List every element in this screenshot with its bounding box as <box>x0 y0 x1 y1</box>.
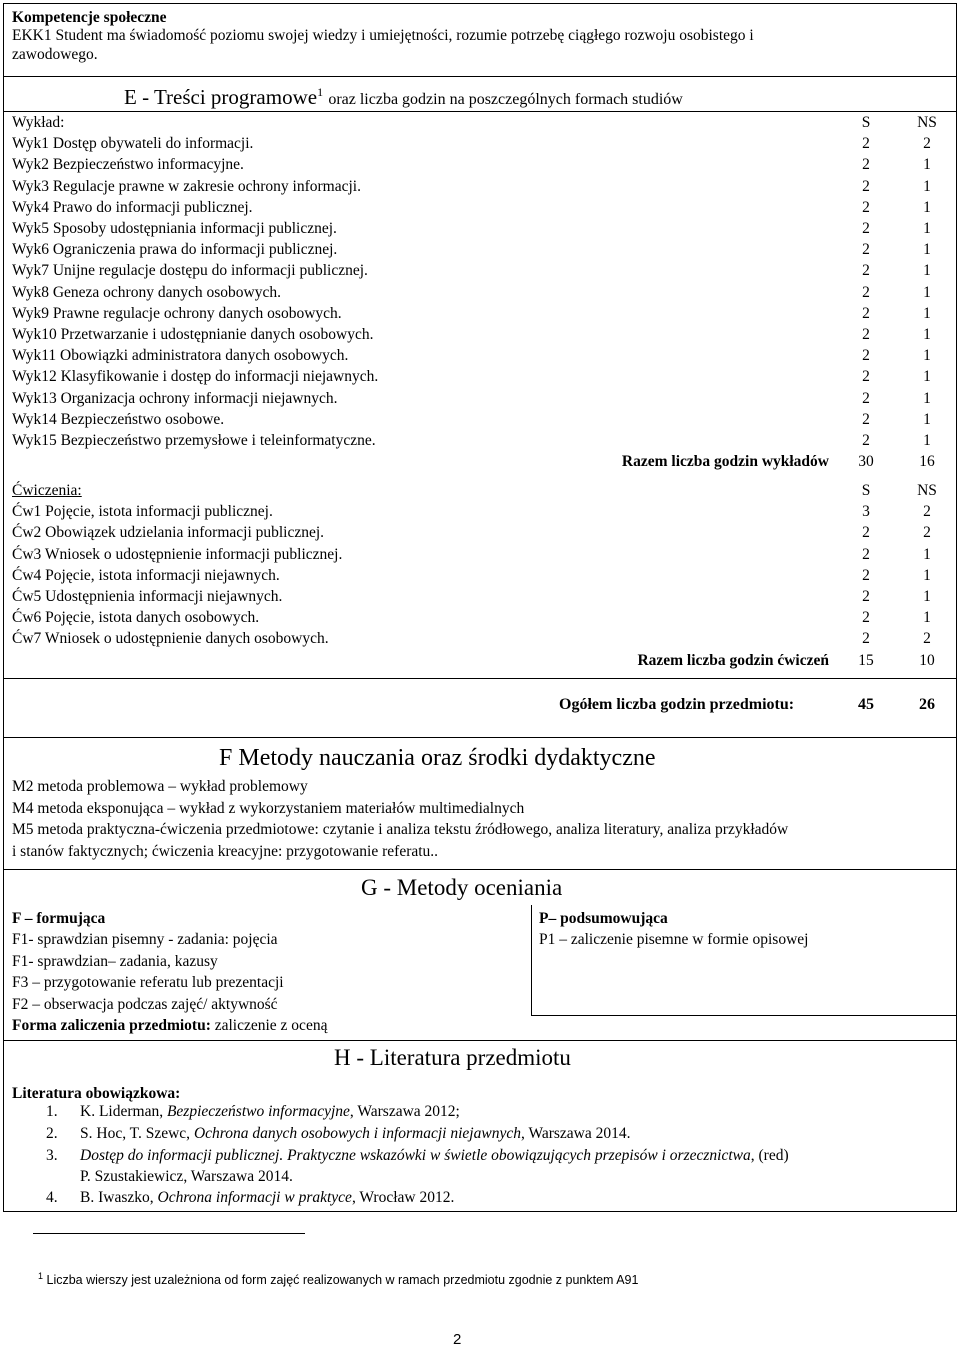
literatura-item-author: S. Hoc, T. Szewc, <box>80 1125 194 1142</box>
literatura-item-title: Ochrona informacji w praktyce <box>157 1189 352 1206</box>
wyklad-row-ns: 1 <box>923 283 931 301</box>
wyklad-row-code: Wyk13 <box>12 389 57 407</box>
wyklad-row-code: Wyk4 <box>12 198 49 216</box>
metody-line: M2 metoda problemowa – wykład problemowy <box>12 778 308 795</box>
cwiczenia-row-s: 3 <box>862 503 870 521</box>
wyklad-heading: Wykład: <box>12 114 65 131</box>
page-number: 2 <box>453 1331 462 1348</box>
cwiczenia-heading: Ćwiczenia: <box>12 482 82 499</box>
literatura-item <box>80 1124 630 1144</box>
wyklad-row-s: 2 <box>862 220 870 237</box>
oceniania-title: G - Metody oceniania <box>361 875 563 900</box>
cwiczenia-row-code: Ćw3 <box>12 545 42 563</box>
wyklad-total-label: Razem liczba godzin wykładów <box>621 453 829 471</box>
wyklad-row <box>12 155 244 175</box>
cwiczenia-row-text: Pojęcie, istota informacji niejawnych. <box>45 566 280 584</box>
wyklad-row-code: Wyk2 <box>12 156 49 174</box>
wyklad-row-ns: 1 <box>923 347 931 365</box>
cwiczenia-row <box>12 587 282 607</box>
wyklad-row-s: 2 <box>862 262 870 280</box>
wyklad-row <box>12 240 337 260</box>
tresci-title-rest: oraz liczba godzin na poszczególnych formach studiów <box>328 91 683 108</box>
wyklad-row-ns: 1 <box>923 368 931 386</box>
wyklad-row-s: 2 <box>862 347 870 365</box>
cwiczenia-row-code: Ćw1 <box>12 503 42 521</box>
wyklad-row-ns: 1 <box>923 432 931 449</box>
footnote-text: Liczba wierszy jest uzależniona od form zajęć realizowanych w ramach przedmiotu zgodnie z punktem A91 <box>46 1273 639 1288</box>
wyklad-row-ns: 1 <box>923 220 931 237</box>
cwiczenia-row <box>12 566 280 586</box>
footnote <box>38 1266 638 1290</box>
literatura-title: H - Literatura przedmiotu <box>334 1045 571 1070</box>
wyklad-col-s: S <box>861 114 871 131</box>
wyklad-row-code: Wyk12 <box>12 368 57 386</box>
metody-line: M5 metoda praktyczna-ćwiczenia przedmiotowe: czytanie i analiza tekstu źródłowego, analiza literatury, analiza przykładów <box>12 821 789 838</box>
cwiczenia-row-s: 2 <box>862 588 870 605</box>
cwiczenia-row-ns: 1 <box>923 609 931 627</box>
wyklad-row-s: 2 <box>862 283 870 301</box>
wyklad-row-ns: 1 <box>923 389 931 407</box>
cwiczenia-row-ns: 1 <box>923 566 931 584</box>
wyklad-row <box>12 198 253 218</box>
wyklad-row-s: 2 <box>862 432 870 449</box>
wyklad-row-ns: 2 <box>923 135 931 153</box>
wyklad-row <box>12 304 342 324</box>
wyklad-row-ns: 1 <box>923 241 931 259</box>
cwiczenia-row-text: Wniosek o udostępnienie danych osobowych. <box>44 630 329 648</box>
cwiczenia-total-label: Razem liczba godzin ćwiczeń <box>637 651 829 669</box>
footnote-rule <box>33 1233 305 1234</box>
wyklad-row-ns: 1 <box>923 177 931 195</box>
wyklad-row <box>12 325 374 345</box>
wyklad-row-text: Ograniczenia prawa do informacji publicznej. <box>52 241 338 259</box>
cwiczenia-row-text: Obowiązek udzielania informacji publicznej. <box>45 524 325 542</box>
wyklad-row <box>12 177 361 197</box>
cwiczenia-row-text: Wniosek o udostępnienie informacji publicznej. <box>44 545 343 563</box>
literatura-item <box>80 1102 460 1122</box>
wyklad-row-ns: 1 <box>923 326 931 343</box>
cwiczenia-row-s: 2 <box>862 524 870 542</box>
literatura-item-number: 3. <box>46 1147 58 1164</box>
wyklad-row <box>12 410 224 430</box>
wyklad-row <box>12 367 378 387</box>
oceniania-section <box>3 869 957 1041</box>
literatura-item-continuation: P. Szustakiewicz, Warszawa 2014. <box>80 1168 293 1185</box>
wyklad-col-ns: NS <box>917 114 937 131</box>
podsumowujaca-heading: P– podsumowująca <box>539 910 668 927</box>
cwiczenia-row-s: 2 <box>862 609 870 627</box>
wyklad-row-text: Bezpieczeństwo osobowe. <box>60 410 225 428</box>
wyklad-total-ns: 16 <box>919 453 935 471</box>
divider <box>4 111 956 112</box>
wyklad-row-code: Wyk15 <box>12 432 57 449</box>
wyklad-row-text: Prawne regulacje ochrony danych osobowych. <box>52 304 342 322</box>
formujaca-line: F1- sprawdzian pisemny - zadania: pojęcia <box>12 931 278 948</box>
wyklad-row <box>12 134 253 154</box>
wyklad-row-ns: 1 <box>923 156 931 174</box>
cwiczenia-total-s: 15 <box>858 651 874 669</box>
divider <box>531 905 532 1015</box>
wyklad-row-code: Wyk8 <box>12 283 49 301</box>
wyklad-row-code: Wyk5 <box>12 220 49 237</box>
wyklad-row-s: 2 <box>862 177 870 195</box>
cwiczenia-row <box>12 608 259 628</box>
cwiczenia-total-ns: 10 <box>919 651 935 669</box>
cwiczenia-row-text: Pojęcie, istota informacji publicznej. <box>45 503 273 521</box>
wyklad-total-s: 30 <box>858 453 874 471</box>
wyklad-row-text: Sposoby udostępniania informacji publicznej. <box>52 220 337 237</box>
wyklad-row-ns: 1 <box>923 304 931 322</box>
forma-zaliczenia <box>12 1016 327 1036</box>
cwiczenia-row-ns: 2 <box>923 524 931 542</box>
wyklad-row <box>12 261 368 281</box>
kompetencje-title: Kompetencje społeczne <box>12 9 167 26</box>
podsumowujaca-line: P1 – zaliczenie pisemne w formie opisowej <box>539 931 809 948</box>
cwiczenia-row-ns: 1 <box>923 588 931 605</box>
metody-title: F Metody nauczania oraz środki dydaktyczne <box>219 745 656 771</box>
cwiczenia-row-code: Ćw5 <box>12 588 42 605</box>
metody-line: M4 metoda eksponująca – wykład z wykorzystaniem materiałów multimedialnych <box>12 799 525 817</box>
literatura-item-number: 4. <box>46 1189 58 1206</box>
wyklad-row-text: Obowiązki administratora danych osobowych. <box>60 347 349 365</box>
cwiczenia-row-code: Ćw6 <box>12 609 42 627</box>
cwiczenia-row <box>12 545 342 565</box>
wyklad-row <box>12 283 281 303</box>
literatura-item-number: 1. <box>46 1103 58 1120</box>
literatura-heading: Literatura obowiązkowa: <box>12 1085 181 1102</box>
literatura-item-title: Ochrona danych osobowych i informacji niejawnych <box>193 1125 521 1142</box>
wyklad-row <box>12 389 337 409</box>
cwiczenia-row-ns: 2 <box>923 503 931 521</box>
cwiczenia-row-text: Udostępnienia informacji niejawnych. <box>45 588 283 605</box>
divider <box>4 678 956 679</box>
literatura-item-rest: , (red) <box>750 1147 789 1164</box>
forma-label: Forma zaliczenia przedmiotu: <box>12 1017 211 1034</box>
kompetencje-line-2: zawodowego. <box>12 46 98 63</box>
wyklad-row-text: Dostęp obywateli do informacji. <box>52 135 254 153</box>
wyklad-row-code: Wyk10 <box>12 326 57 343</box>
tresci-title <box>124 78 683 114</box>
literatura-item-title: Dostęp do informacji publicznej. Praktyczne wskazówki w świetle obowiązujących przepisów i orzecznictwa <box>80 1147 751 1164</box>
wyklad-row-code: Wyk7 <box>12 262 49 280</box>
wyklad-row-text: Organizacja ochrony informacji niejawnych. <box>60 389 338 407</box>
cwiczenia-row-code: Ćw7 <box>12 630 42 648</box>
literatura-item-rest: , Warszawa 2012; <box>349 1103 460 1120</box>
metody-section <box>3 737 957 870</box>
literatura-item-author: B. Iwaszko, <box>80 1189 158 1206</box>
wyklad-row <box>12 219 337 239</box>
cwiczenia-row <box>12 502 273 522</box>
tresci-section <box>3 76 957 738</box>
formujaca-heading: F – formująca <box>12 910 106 927</box>
literatura-item-rest: , Wrocław 2012. <box>351 1189 455 1206</box>
wyklad-row <box>12 431 376 451</box>
ogolem-ns: 26 <box>919 696 935 713</box>
wyklad-row-code: Wyk11 <box>12 347 57 365</box>
wyklad-row-s: 2 <box>862 198 870 216</box>
cwiczenia-row-s: 2 <box>862 545 870 563</box>
cwiczenia-col-ns: NS <box>917 482 937 499</box>
literatura-item <box>80 1188 454 1208</box>
wyklad-row-code: Wyk14 <box>12 410 57 428</box>
cwiczenia-row-text: Pojęcie, istota danych osobowych. <box>45 609 260 627</box>
forma-value: zaliczenie z oceną <box>210 1017 328 1034</box>
wyklad-row-ns: 1 <box>923 198 931 216</box>
cwiczenia-row <box>12 629 329 649</box>
kompetencje-section <box>3 3 957 77</box>
formujaca-line: F3 – przygotowanie referatu lub prezentacji <box>12 974 284 991</box>
tresci-title-main: E - Treści programowe <box>124 85 318 109</box>
wyklad-row-ns: 1 <box>923 262 931 280</box>
wyklad-row-text: Regulacje prawne w zakresie ochrony informacji. <box>52 177 361 195</box>
literatura-section <box>3 1040 957 1212</box>
formujaca-line: F1- sprawdzian– zadania, kazusy <box>12 952 218 970</box>
literatura-item-title: Bezpieczeństwo informacyjne <box>166 1103 350 1120</box>
wyklad-row-text: Bezpieczeństwo informacyjne. <box>52 156 244 174</box>
cwiczenia-row-ns: 2 <box>923 630 931 648</box>
cwiczenia-col-s: S <box>861 482 871 499</box>
cwiczenia-row-code: Ćw4 <box>12 566 42 584</box>
wyklad-row-code: Wyk1 <box>12 135 49 153</box>
literatura-item-author: K. Liderman, <box>80 1103 167 1120</box>
literatura-item-number: 2. <box>46 1125 58 1142</box>
ogolem-label: Ogółem liczba godzin przedmiotu: <box>559 696 795 713</box>
cwiczenia-row-s: 2 <box>862 630 870 648</box>
wyklad-row-text: Przetwarzanie i udostępnianie danych osobowych. <box>60 326 374 343</box>
wyklad-row-s: 2 <box>862 241 870 259</box>
divider <box>531 1015 956 1016</box>
wyklad-row-s: 2 <box>862 368 870 386</box>
formujaca-line: F2 – obserwacja podczas zajęć/ aktywność <box>12 995 278 1013</box>
cwiczenia-row-s: 2 <box>862 566 870 584</box>
wyklad-row-s: 2 <box>862 326 870 343</box>
wyklad-row-ns: 1 <box>923 410 931 428</box>
wyklad-row-text: Bezpieczeństwo przemysłowe i teleinformatyczne. <box>60 432 376 449</box>
wyklad-row-s: 2 <box>862 156 870 174</box>
cwiczenia-row-code: Ćw2 <box>12 524 42 542</box>
wyklad-row-text: Unijne regulacje dostępu do informacji publicznej. <box>52 262 368 280</box>
literatura-item <box>80 1146 789 1166</box>
wyklad-row-text: Geneza ochrony danych osobowych. <box>52 283 281 301</box>
wyklad-row-s: 2 <box>862 389 870 407</box>
wyklad-row-code: Wyk3 <box>12 177 49 195</box>
ogolem-s: 45 <box>858 696 874 713</box>
wyklad-row-s: 2 <box>862 304 870 322</box>
wyklad-row-code: Wyk9 <box>12 304 49 322</box>
wyklad-row-text: Klasyfikowanie i dostęp do informacji niejawnych. <box>60 368 379 386</box>
wyklad-row-s: 2 <box>862 135 870 153</box>
metody-line: i stanów faktycznych; ćwiczenia kreacyjne: przygotowanie referatu.. <box>12 842 439 860</box>
cwiczenia-row <box>12 523 324 543</box>
wyklad-row-text: Prawo do informacji publicznej. <box>52 198 253 216</box>
kompetencje-line-1: EKK1 Student ma świadomość poziomu swojej wiedzy i umiejętności, rozumie potrzebę ciągłego rozwoju osobistego i <box>12 27 754 44</box>
wyklad-row-s: 2 <box>862 410 870 428</box>
tresci-title-sup: 1 <box>317 85 324 99</box>
literatura-item-rest: , Warszawa 2014. <box>520 1125 631 1142</box>
footnote-sup: 1 <box>38 1271 44 1281</box>
cwiczenia-row-ns: 1 <box>923 545 931 563</box>
wyklad-row <box>12 346 348 366</box>
wyklad-row-code: Wyk6 <box>12 241 49 259</box>
